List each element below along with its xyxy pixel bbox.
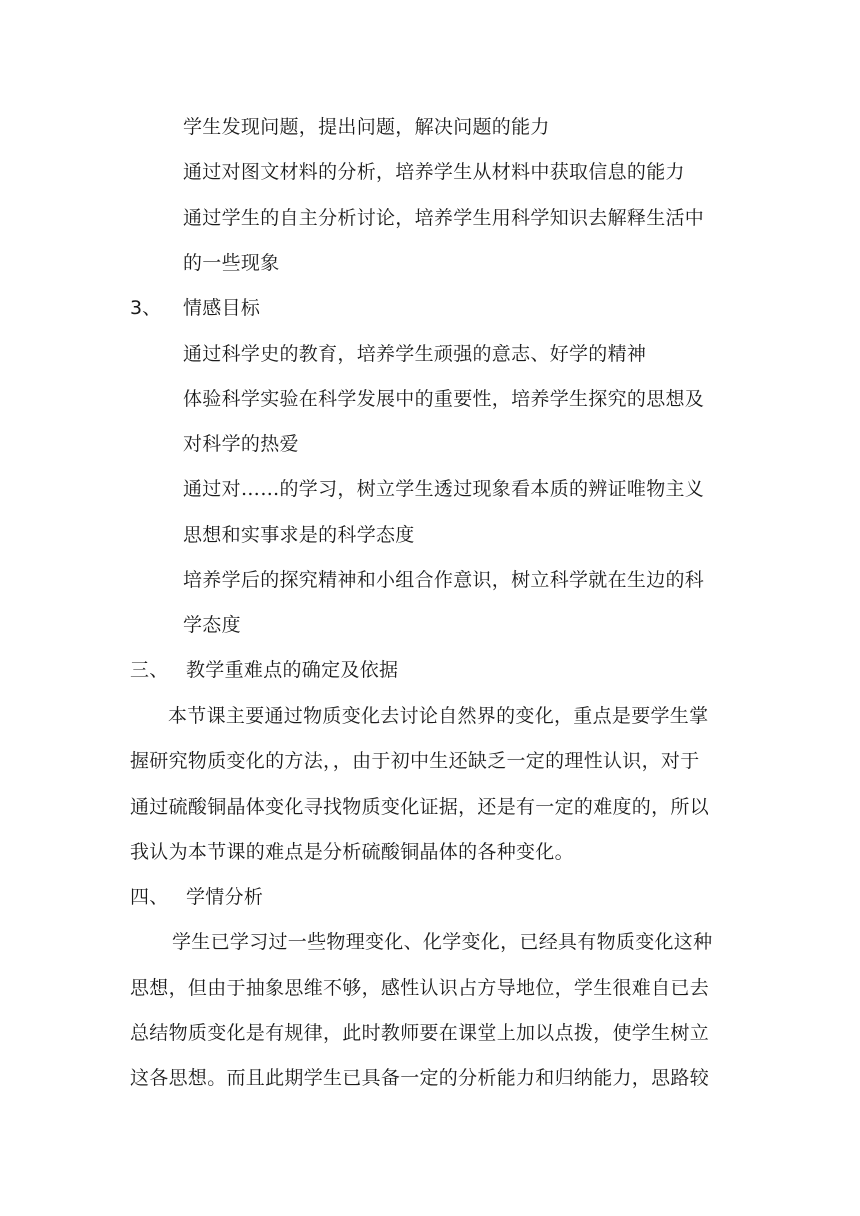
student-line-2: 思想，但由于抽象思维不够，感性认识占方导地位，学生很难自已去 — [130, 977, 710, 999]
student-line-4: 这各思想。而且此期学生已具备一定的分析能力和归纳能力，思路较 — [130, 1067, 710, 1089]
ability-item-3-continued: 的一些现象 — [183, 252, 280, 274]
emotion-item-2: 体验科学实验在科学发展中的重要性，培养学生探究的思想及 — [183, 388, 705, 410]
heading-four-title: 学情分析 — [186, 886, 264, 908]
key-points-line-2: 握研究物质变化的方法，，由于初中生还缺乏一定的理性认识，对于 — [130, 750, 700, 772]
emotion-item-3-continued: 思想和实事求是的科学态度 — [183, 524, 415, 546]
emotion-item-4: 培养学后的探究精神和小组合作意识，树立科学就在生边的科 — [183, 569, 705, 591]
key-points-line-1: 本节课主要通过物质变化去讨论自然界的变化，重点是要学生掌 — [168, 705, 709, 727]
emotion-item-2-continued: 对科学的热爱 — [183, 433, 299, 455]
ability-item-3: 通过学生的自主分析讨论，培养学生用科学知识去解释生活中 — [183, 207, 705, 229]
heading-three-title: 教学重难点的确定及依据 — [186, 659, 399, 681]
key-points-line-3: 通过硫酸铜晶体变化寻找物质变化证据，还是有一定的难度的，所以 — [130, 796, 710, 818]
key-points-line-4: 我认为本节课的难点是分析硫酸铜晶体的各种变化。 — [130, 841, 574, 863]
ability-item-1: 学生发现问题，提出问题，解决问题的能力 — [183, 116, 550, 138]
heading-four-number: 四、 — [130, 886, 169, 908]
emotion-item-4-continued: 学态度 — [183, 614, 241, 636]
student-line-3: 总结物质变化是有规律，此时教师要在课堂上加以点拨，使学生树立 — [130, 1022, 710, 1044]
student-line-1: 学生已学习过一些物理变化、化学变化，已经具有物质变化这种 — [172, 931, 713, 953]
emotion-item-1: 通过科学史的教育，培养学生顽强的意志、好学的精神 — [183, 343, 647, 365]
emotion-item-3: 通过对……的学习，树立学生透过现象看本质的辨证唯物主义 — [183, 478, 705, 500]
section-3-title: 情感目标 — [183, 297, 261, 319]
heading-three-number: 三、 — [130, 659, 169, 681]
ability-item-2: 通过对图文材料的分析，培养学生从材料中获取信息的能力 — [183, 161, 685, 183]
section-3-number: 3、 — [130, 297, 162, 319]
